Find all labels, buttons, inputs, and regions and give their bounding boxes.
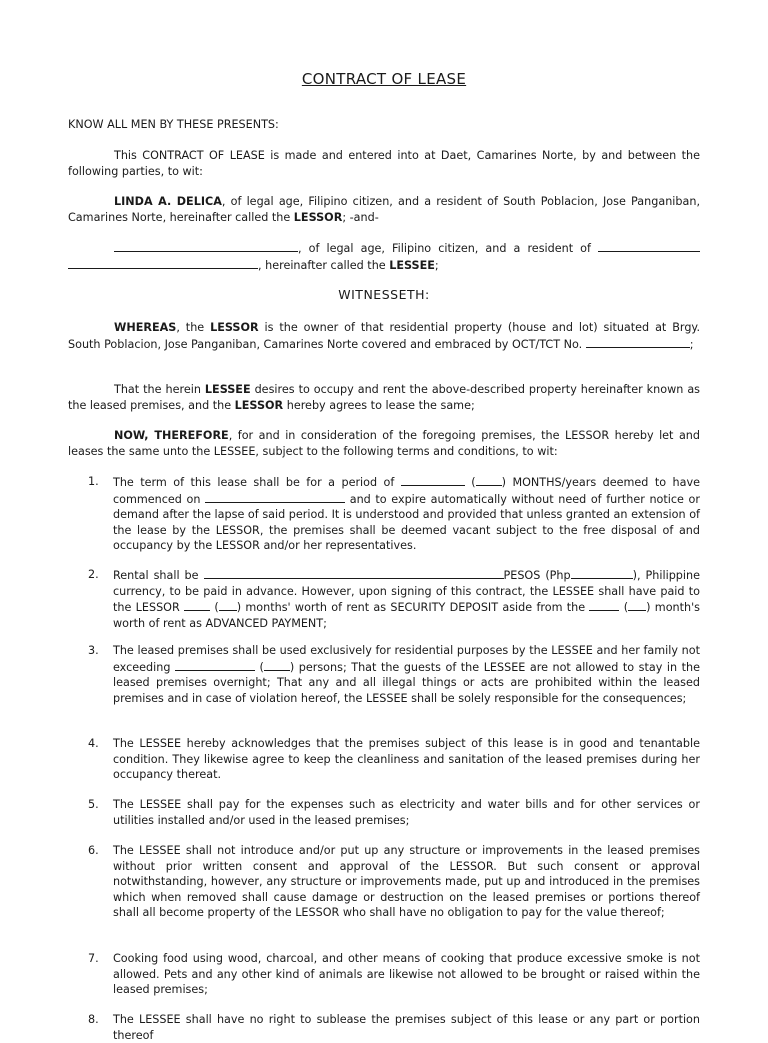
item-text: ( bbox=[464, 476, 476, 489]
whereas-paragraph bbox=[68, 320, 700, 352]
lessee-role: LESSEE bbox=[389, 258, 435, 272]
item-text: and to expire automatically without need of further notice or demand after the lapse of said period. It is understood and provided that unless granted an extension of the lease by the LESSOR, the premises shall be deemed vacant subject to the free disposal of and occupancy by the LESSOR and/or her representatives. bbox=[113, 492, 700, 553]
whereas-lessor: LESSOR bbox=[210, 321, 259, 334]
item-text: The term of this lease shall be for a period of bbox=[113, 476, 401, 489]
list-item bbox=[88, 951, 700, 998]
item-text: ( bbox=[210, 601, 219, 615]
desire-lessor: LESSOR bbox=[234, 398, 284, 412]
item-number: 5. bbox=[88, 798, 99, 811]
lessor-text: , of legal age, Filipino citizen, and a resident of South Poblacion, Jose Panganiban, Camarines Norte, hereinafter called the bbox=[68, 195, 700, 224]
desire-lessee: LESSEE bbox=[204, 383, 251, 396]
item-text: The LESSEE hereby acknowledges that the premises subject of this lease is in good and tenantable condition. They likewise agree to keep the cleanliness and sanitation of the leased premises during her occupancy thereat. bbox=[113, 737, 700, 782]
lessee-text-2: , hereinafter called the bbox=[258, 258, 390, 272]
item-number: 6. bbox=[88, 844, 99, 857]
rental-amount-php-blank[interactable] bbox=[571, 567, 633, 579]
item-text: ) months' worth of rent as SECURITY DEPOSIT aside from the bbox=[236, 601, 590, 615]
lessee-address-blank[interactable] bbox=[598, 240, 700, 252]
item-text: Rental shall be bbox=[113, 569, 204, 582]
whereas-lead: WHEREAS bbox=[114, 321, 177, 334]
page-title: CONTRACT OF LEASE bbox=[301, 70, 467, 88]
item-text: ), Philippine currency, to be paid in advance. However, upon signing of this contract, the LESSEE shall have paid to the LESSOR bbox=[113, 569, 700, 615]
advance-months-blank[interactable] bbox=[589, 599, 619, 611]
lessee-name-blank[interactable] bbox=[114, 240, 298, 252]
desire-text: That the herein bbox=[114, 383, 205, 396]
list-item bbox=[88, 567, 700, 631]
oct-tct-blank[interactable] bbox=[586, 336, 690, 348]
now-therefore-paragraph bbox=[68, 428, 700, 459]
lessor-name: LINDA A. DELICA bbox=[114, 195, 222, 208]
list-item bbox=[88, 1012, 700, 1043]
lessee-paragraph bbox=[68, 240, 700, 273]
lessee-text: , of legal age, Filipino citizen, and a resident of bbox=[298, 242, 598, 255]
item-number: 3. bbox=[88, 644, 99, 657]
rental-amount-words-blank[interactable] bbox=[204, 567, 504, 579]
item-text: ( bbox=[619, 601, 629, 615]
list-item bbox=[88, 797, 700, 828]
witnesseth-heading: WITNESSETH: bbox=[338, 287, 430, 302]
lessor-role: LESSOR bbox=[293, 210, 343, 224]
lessee-text-end: ; bbox=[434, 258, 439, 272]
item-number: 8. bbox=[88, 1013, 99, 1026]
lessee-address-blank-2[interactable] bbox=[68, 257, 258, 269]
list-item bbox=[88, 843, 700, 921]
deposit-months-number-blank[interactable] bbox=[219, 599, 237, 611]
commencement-date-blank[interactable] bbox=[205, 491, 345, 503]
item-text: ( bbox=[254, 660, 264, 674]
now-lead: NOW, THEREFORE bbox=[114, 429, 229, 442]
item-text: Cooking food using wood, charcoal, and other means of cooking that produce excessive smoke is not allowed. Pets and any other kind of animals are likewise not allowed to be brought or raised within the leased premises; bbox=[113, 952, 700, 997]
item-number: 7. bbox=[88, 952, 99, 965]
item-number: 1. bbox=[88, 475, 99, 488]
deposit-months-blank[interactable] bbox=[184, 599, 210, 611]
advance-months-number-blank[interactable] bbox=[628, 599, 646, 611]
item-text: ) persons; That the guests of the LESSEE are not allowed to stay in the leased premises overnight; That any and all illegal things or acts are prohibited within the leased premises and in case of violation hereof, the LESSEE shall be solely responsible for the consequences; bbox=[113, 660, 700, 705]
list-item bbox=[88, 643, 700, 706]
lease-term-blank[interactable] bbox=[401, 474, 465, 486]
desire-text-2: desires to occupy and rent the above-described property hereinafter known as the leased premises, and the bbox=[68, 383, 701, 412]
persons-limit-blank[interactable] bbox=[175, 659, 255, 671]
item-text: PESOS (Php bbox=[503, 569, 571, 582]
now-text: , for and in consideration of the foregoing premises, the LESSOR hereby let and leases the same unto the LESSEE, subject to the following terms and conditions, to wit: bbox=[68, 429, 700, 458]
item-text: The LESSEE shall pay for the expenses such as electricity and water bills and for other services or utilities installed and/or used in the leased premises; bbox=[113, 798, 700, 827]
intro-paragraph: This CONTRACT OF LEASE is made and entered into at Daet, Camarines Norte, by and between the following parties, to wit: bbox=[68, 149, 700, 178]
desire-paragraph bbox=[68, 382, 700, 413]
item-text: The LESSEE shall have no right to sublease the premises subject of this lease or any part or portion thereof bbox=[113, 1013, 700, 1042]
item-number: 2. bbox=[88, 568, 99, 581]
persons-limit-number-blank[interactable] bbox=[264, 659, 290, 671]
whereas-text-2: is the owner of that residential property (house and lot) situated at Brgy. South Poblacion, Jose Panganiban, Camarines Norte covered and embraced by OCT/TCT No. bbox=[68, 321, 700, 351]
list-item bbox=[88, 736, 700, 783]
list-item bbox=[88, 474, 700, 554]
item-text: The LESSEE shall not introduce and/or put up any structure or improvements in the leased premises without prior written consent and approval of the LESSOR. But such consent or approval notwithstanding, however, any structure or improvements made, put up and introduced in the premises which when removed shall cause damage or destruction on the leased premises or portions thereof shall all become property of the LESSOR who shall have no obligation to pay for the value thereof; bbox=[113, 844, 700, 920]
item-text: ) month's worth of rent as ADVANCED PAYMENT; bbox=[113, 601, 701, 630]
whereas-text: , the bbox=[176, 321, 211, 334]
item-number: 4. bbox=[88, 737, 99, 750]
lease-term-number-blank[interactable] bbox=[476, 474, 502, 486]
opening-line: KNOW ALL MEN BY THESE PRESENTS: bbox=[68, 118, 279, 131]
desire-text-end: hereby agrees to lease the same; bbox=[283, 398, 475, 412]
item-text: ) MONTHS/years deemed to have commenced on bbox=[113, 476, 700, 506]
lessor-paragraph bbox=[68, 194, 700, 225]
lessor-text-end: ; -and- bbox=[342, 210, 379, 224]
item-text: The leased premises shall be used exclusively for residential purposes by the LESSEE and her family not exceeding bbox=[113, 644, 700, 674]
whereas-text-end: ; bbox=[689, 337, 694, 351]
